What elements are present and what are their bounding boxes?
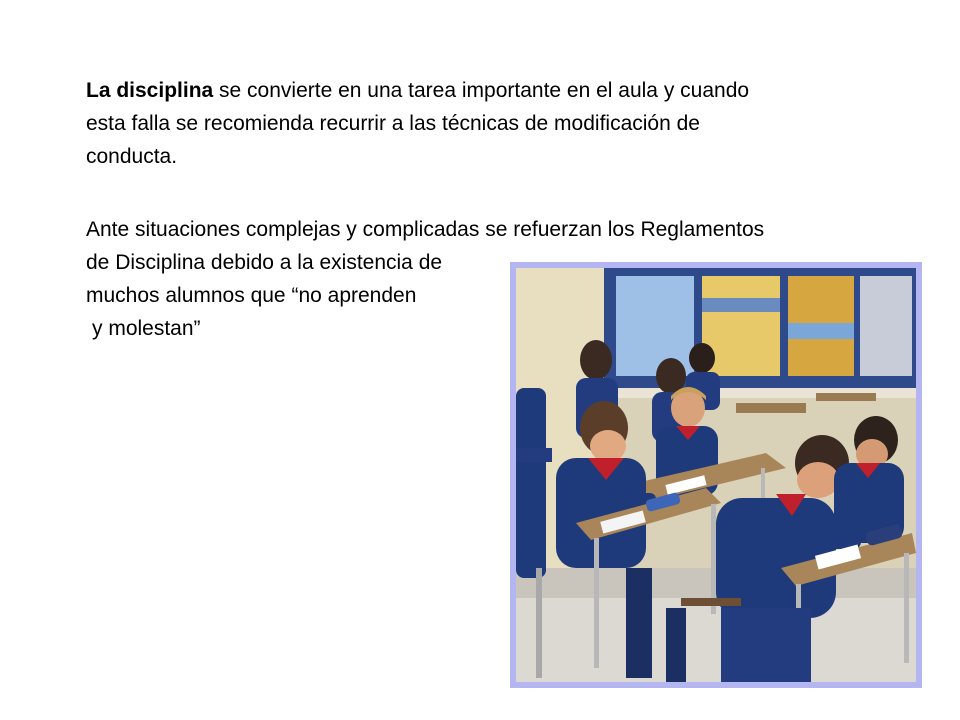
paragraph2-line3: muchos alumnos que “no aprenden [86,284,417,307]
paragraph2-line2: de Disciplina debido a la existencia de [86,251,443,274]
paragraph2-line1: Ante situaciones complejas y complicadas se refuerzan los Reglamentos [86,218,765,241]
classroom-photo [516,268,916,682]
paragraph1-line1 [86,74,876,107]
paragraph1-line1-rest: se convierte en una tarea importante en el aula y cuando [213,79,750,102]
paragraph-discipline [86,74,876,173]
paragraph2-line4: y molestan” [92,317,201,340]
paragraph1-line3: conducta. [86,145,178,168]
paragraph1-line2: esta falla se recomienda recurrir a las técnicas de modificación de [86,112,700,135]
bold-lead: La disciplina [86,79,214,102]
classroom-photo-frame [510,262,922,688]
